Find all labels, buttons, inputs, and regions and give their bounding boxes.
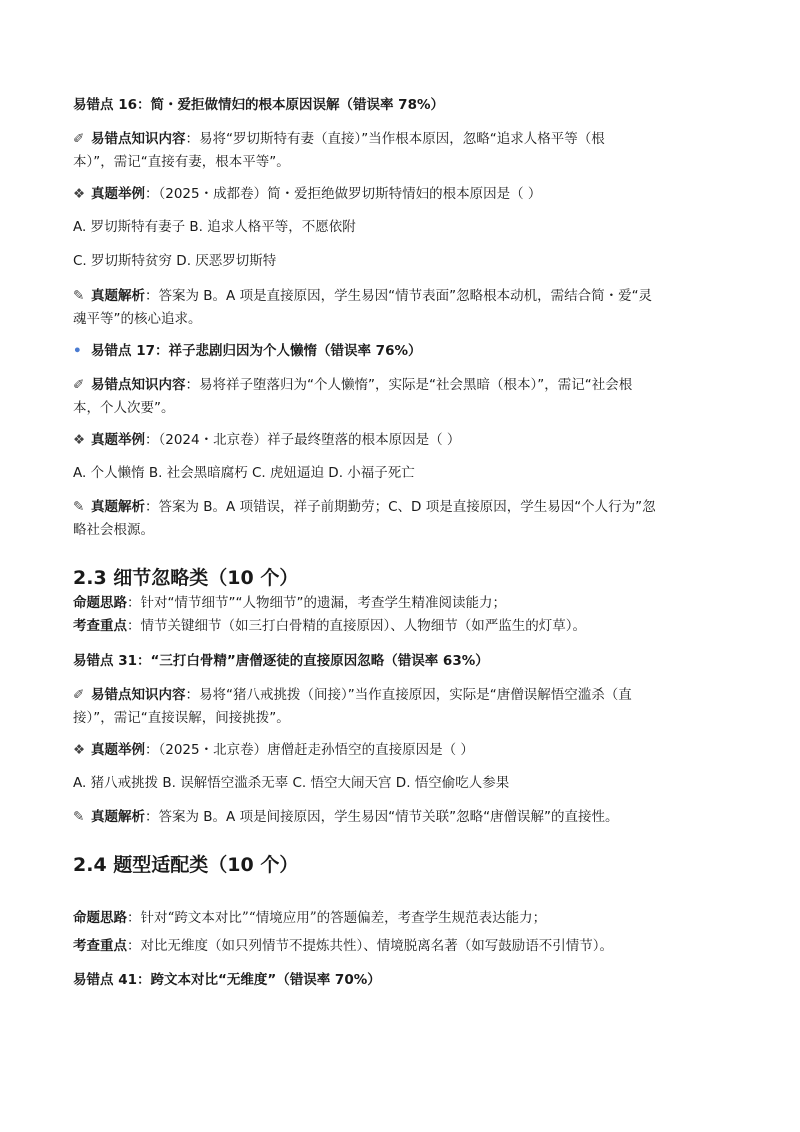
- section-2-3-idea: [73, 592, 733, 614]
- item-16-analysis-line1: [73, 284, 733, 308]
- item-17-analysis-line1: [73, 495, 733, 519]
- diamond-icon: ❖: [73, 186, 86, 202]
- analysis-label: 真题解析: [91, 288, 145, 304]
- knowledge-text: ：易将祥子堕落归为“个人懒惰”，实际是“社会黑暗（根本）”，需记“社会根: [185, 377, 633, 393]
- section-2-4-heading: 2.4 题型适配类（10 个）: [73, 854, 299, 876]
- knowledge-label: 易错点知识内容: [91, 687, 186, 703]
- example-label: 真题举例: [91, 432, 145, 448]
- focus-label: 考查重点: [73, 618, 127, 634]
- item-17-knowledge-line1: [73, 373, 733, 397]
- item-31-options: A. 猪八戒挑拨 B. 误解悟空滥杀无辜 C. 悟空大闹天宫 D. 悟空偷吃人参果: [73, 775, 510, 791]
- section-2-3-focus: [73, 615, 733, 637]
- item-16-knowledge-line1: [73, 127, 733, 151]
- item-17-knowledge-line2: 本，个人次要”。: [73, 400, 175, 416]
- pencil-icon: ✐: [73, 377, 85, 393]
- analysis-label: 真题解析: [91, 809, 145, 825]
- item-16-options-row1: A. 罗切斯特有妻子 B. 追求人格平等，不愿依附: [73, 219, 356, 235]
- item-16-analysis-line2: 魂平等”的核心追求。: [73, 311, 202, 327]
- example-label: 真题举例: [91, 742, 145, 758]
- section-2-4-idea: [73, 906, 733, 930]
- example-text: ：（2024・北京卷）祥子最终堕落的根本原因是（ ）: [145, 432, 461, 448]
- item-31-example: [73, 738, 733, 762]
- analysis-text: ：答案为 B。A 项是直接原因，学生易因“情节表面”忽略根本动机，需结合简・爱“灵: [145, 288, 653, 304]
- idea-text: ：针对“跨文本对比”“情境应用”的答题偏差，考查学生规范表达能力；: [127, 910, 547, 926]
- analysis-text: ：答案为 B。A 项错误，祥子前期勤劳；C、D 项是直接原因，学生易因“个人行为”忽: [145, 499, 656, 515]
- idea-label: 命题思路: [73, 910, 127, 926]
- example-text: ：（2025・北京卷）唐僧赶走孙悟空的直接原因是（ ）: [145, 742, 474, 758]
- focus-text: ：对比无维度（如只列情节不提炼共性）、情境脱离名著（如写鼓励语不引情节）。: [127, 938, 613, 954]
- idea-text: ：针对“情节细节”“人物细节”的遗漏，考查学生精准阅读能力；: [127, 595, 506, 611]
- item-31-analysis: [73, 805, 733, 829]
- item-41-title: 易错点 41：跨文本对比“无维度”（错误率 70%）: [73, 972, 381, 988]
- writing-hand-icon: ✎: [73, 809, 85, 825]
- item-31-knowledge-line1: [73, 683, 733, 707]
- focus-text: ：情节关键细节（如三打白骨精的直接原因）、人物细节（如严监生的灯草）。: [127, 618, 586, 634]
- analysis-text: ：答案为 B。A 项是间接原因，学生易因“情节关联”忽略“唐僧误解”的直接性。: [145, 809, 619, 825]
- item-16-knowledge-line2: 本）”，需记“直接有妻，根本平等”。: [73, 154, 290, 170]
- item-17-title-row: [73, 339, 733, 363]
- example-label: 真题举例: [91, 186, 145, 202]
- item-17-example: [73, 428, 733, 452]
- diamond-icon: ❖: [73, 432, 86, 448]
- focus-label: 考查重点: [73, 938, 127, 954]
- knowledge-text: ：易将“猪八戒挑拨（间接）”当作直接原因，实际是“唐僧误解悟空滥杀（直: [185, 687, 632, 703]
- item-31-title: 易错点 31：“三打白骨精”唐僧逐徒的直接原因忽略（错误率 63%）: [73, 653, 489, 669]
- knowledge-text: ：易将“罗切斯特有妻（直接）”当作根本原因，忽略“追求人格平等（根: [185, 131, 605, 147]
- item-17-title: 易错点 17：祥子悲剧归因为个人懒惰（错误率 76%）: [91, 343, 422, 359]
- writing-hand-icon: ✎: [73, 288, 85, 304]
- example-text: ：（2025・成都卷）简・爱拒绝做罗切斯特情妇的根本原因是（ ）: [145, 186, 542, 202]
- idea-label: 命题思路: [73, 595, 127, 611]
- knowledge-label: 易错点知识内容: [91, 377, 186, 393]
- item-17-analysis-line2: 略社会根源。: [73, 522, 154, 538]
- knowledge-label: 易错点知识内容: [91, 131, 186, 147]
- section-2-4-focus: [73, 934, 733, 958]
- pencil-icon: ✐: [73, 687, 85, 703]
- section-2-3-heading: 2.3 细节忽略类（10 个）: [73, 567, 299, 589]
- item-16-title: 易错点 16：简・爱拒做情妇的根本原因误解（错误率 78%）: [73, 97, 444, 113]
- item-16-example: [73, 182, 733, 206]
- writing-hand-icon: ✎: [73, 499, 85, 515]
- bullet-icon: •: [73, 343, 82, 359]
- item-31-knowledge-line2: 接）”，需记“直接误解，间接挑拨”。: [73, 710, 290, 726]
- diamond-icon: ❖: [73, 742, 86, 758]
- item-17-options: A. 个人懒惰 B. 社会黑暗腐朽 C. 虎妞逼迫 D. 小福子死亡: [73, 465, 415, 481]
- item-16-options-row2: C. 罗切斯特贫穷 D. 厌恶罗切斯特: [73, 253, 277, 269]
- pencil-icon: ✐: [73, 131, 85, 147]
- analysis-label: 真题解析: [91, 499, 145, 515]
